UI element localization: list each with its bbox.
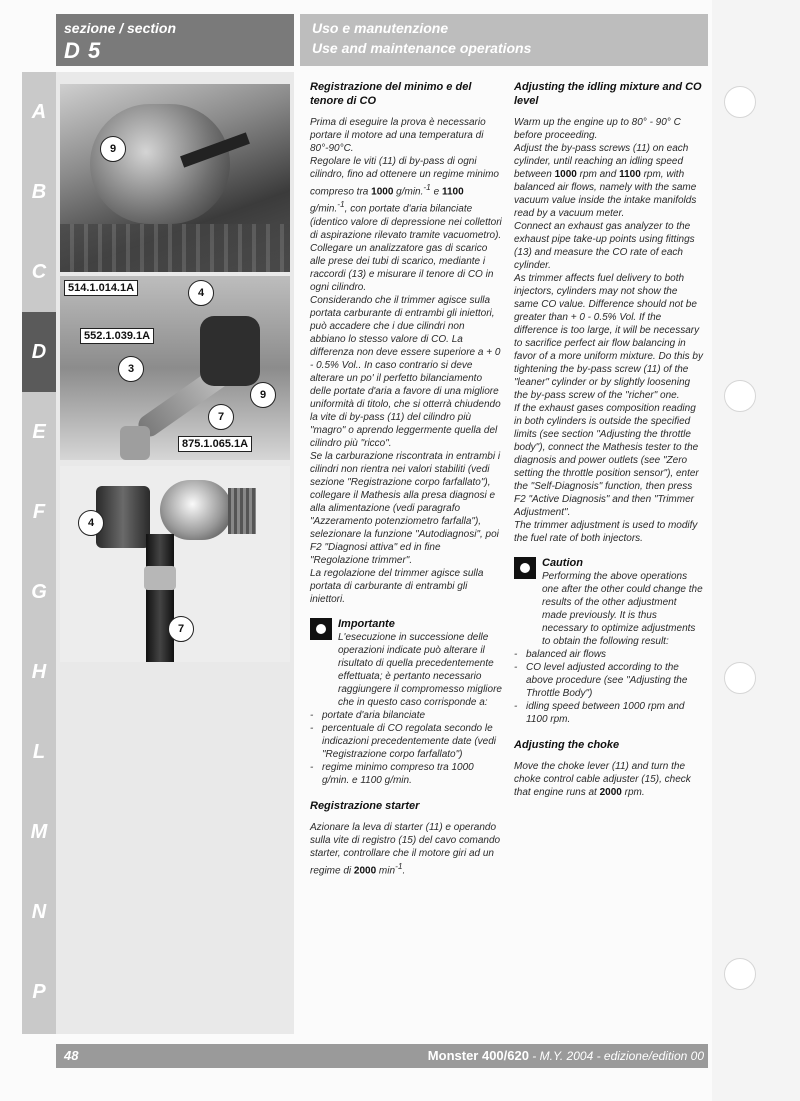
note-title: Caution xyxy=(542,557,583,569)
note-title: Importante xyxy=(338,617,395,630)
heading-starter-it: Registrazione starter xyxy=(310,799,420,812)
photo-throttle-body xyxy=(60,84,290,272)
list-item: - CO level adjusted according to the above procedure (see "Adjusting the Throttle Body") xyxy=(514,661,704,700)
list-item: - percentuale di CO regolata secondo le indicazioni precedentemente date (vedi "Registrazione corpo farfallato") xyxy=(310,722,502,761)
list-item: - regime minimo compreso tra 1000 g/min. e 1100 g/min. xyxy=(310,761,502,787)
binding-margin xyxy=(712,0,800,1101)
callout-9: 9 xyxy=(100,136,126,162)
list-item: - balanced air flows xyxy=(514,648,704,661)
tab-n[interactable]: N xyxy=(31,900,47,923)
note-text: Performing the above operations one after the other could change the results of the other adjustment made previously. It is thus necessary to optimize adjustments to obtain the following result: xyxy=(542,571,703,647)
paragraph: If the exhaust gases composition reading in both cylinders is outside the specified limits (see section "Adjusting the throttle body"), connect the Mathesis tester to the diagnosis and power outlets (see "Zero setting the throttle position sensor"), enter the "Self-Diagnosis" function, then press F2 "Active Diagnosis" and then "Trimmer Adjustment". xyxy=(514,403,699,518)
paragraph: Move the choke lever (11) and turn the choke control cable adjuster (15), check that engine runs at 2000 rpm. xyxy=(514,761,691,798)
tab-h[interactable]: H xyxy=(31,660,47,683)
paragraph: The trimmer adjustment is used to modify the fuel rate of both injectors. xyxy=(514,520,698,544)
warning-icon xyxy=(514,557,536,579)
binder-hole xyxy=(724,958,756,990)
tab-a[interactable]: A xyxy=(31,100,47,123)
callout-9: 9 xyxy=(250,382,276,408)
section-code: D 5 xyxy=(64,38,102,63)
paragraph: Prima di eseguire la prova è necessario portare il motore ad una temperatura di 80°-90°C. xyxy=(310,117,486,154)
photo-fitting xyxy=(60,466,290,662)
note-text: L'esecuzione in successione delle operazioni indicate può alterare il risultato di quella precedentemente effettuata; è pertanto necessario raggiungere il compromesso migliore che in questo caso corrisponde a: xyxy=(338,631,502,708)
note-list xyxy=(310,709,502,787)
page-title-en: Use and maintenance operations xyxy=(312,40,532,56)
paragraph: Considerando che il trimmer agisce sulla portata carburante di entrambi gli iniettori, può accadere che i due cilindri non abbiano lo stesso valore di CO. La differenza non deve essere superiore a + 0 - 0.5% Vol.. In caso contrario si deve alterare un po' il perfetto bilanciamento delle portate d'aria a favore di una migliore uniformità di titolo, che si otterrà chiudendo xyxy=(310,294,501,410)
tab-m[interactable]: M xyxy=(30,820,48,843)
tab-g[interactable]: G xyxy=(31,580,47,603)
part-code: 552.1.039.1A xyxy=(80,328,154,344)
paragraph: Se la carburazione riscontrata in entrambi i cilindri non rientra nei valori stabiliti (vedi sezione "Registrazione corpo farfallato"), collegare il Mathesis alla presa diagnosi e alla alimentazione (vedi paragrafo "Azzeramento potenziometro farfalla"), selezionare la funzione "Autodiagnosi", poi F2 "Diagnosi attiva" ed in fine "Regolazione trimmer". xyxy=(310,450,501,566)
footer-model: Monster 400/620 - M.Y. 2004 - edizione/edition 00 xyxy=(427,1048,704,1063)
callout-3: 3 xyxy=(118,356,144,382)
paragraph: Connect an exhaust gas analyzer to the exhaust pipe take-up points using fittings (13) and measure the CO rate of each cylinder. xyxy=(514,221,695,271)
caution-note xyxy=(514,557,704,726)
paragraph: La regolazione del trimmer agisce sulla portata di carburante di entrambi gli iniettori. xyxy=(310,567,484,605)
photo-gas-analyzer-connection xyxy=(60,276,290,460)
section-tabs xyxy=(22,72,56,1034)
paragraph: Adjust the by-pass screws (11) on each cylinder, until reaching an idling speed between 1000 rpm and 1100 rpm, with balanced air flows, namely with the same vacuum value inside the intake manifolds read by a vacuum meter. xyxy=(514,143,697,219)
binder-hole xyxy=(724,86,756,118)
text-column-english xyxy=(514,80,704,799)
callout-4: 4 xyxy=(78,510,104,536)
tab-e[interactable]: E xyxy=(32,420,46,443)
important-note xyxy=(310,618,502,787)
paragraph: la vite di by-pass (11) del cilindro più "magro" o aprendo leggermente quella del cilindro più "ricco". xyxy=(310,411,498,449)
heading-idle-adjustment-it: Registrazione del minimo e del tenore di CO xyxy=(310,81,472,107)
paragraph: Warm up the engine up to 80° - 90° C before proceeding. xyxy=(514,117,681,141)
list-item: - idling speed between 1000 rpm and 1100 rpm. xyxy=(514,700,704,726)
callout-4: 4 xyxy=(188,280,214,306)
heading-idle-adjustment-en: Adjusting the idling mixture and CO level xyxy=(514,81,702,107)
binder-hole xyxy=(724,662,756,694)
tab-c[interactable]: C xyxy=(31,260,47,283)
tab-b[interactable]: B xyxy=(31,180,47,203)
tab-p[interactable]: P xyxy=(32,980,46,1003)
tab-f[interactable]: F xyxy=(32,500,46,523)
tab-l[interactable]: L xyxy=(32,740,46,763)
part-code: 514.1.014.1A xyxy=(64,280,138,296)
note-list xyxy=(514,648,704,726)
page-number: 48 xyxy=(64,1048,79,1063)
heading-choke-en: Adjusting the choke xyxy=(514,739,620,751)
part-code: 875.1.065.1A xyxy=(178,436,252,452)
callout-7: 7 xyxy=(168,616,194,642)
page-title-it: Uso e manutenzione xyxy=(312,20,449,36)
list-item: - portate d'aria bilanciate xyxy=(310,709,502,722)
tab-d[interactable]: D xyxy=(22,312,56,392)
figure-column xyxy=(56,72,294,1034)
binder-hole xyxy=(724,380,756,412)
warning-icon xyxy=(310,618,332,640)
paragraph: Collegare un analizzatore gas di scarico alle prese dei tubi di scarico, mediante i raccordi (13) e misurare il tenore di CO in ogni cilindro. xyxy=(310,242,494,293)
text-column-italian xyxy=(310,80,502,877)
paragraph: Azionare la leva di starter (11) e operando sulla vite di registro (15) del cavo comando starter, controllare che il motore giri ad un regime di 2000 $\min^{-1}$. xyxy=(310,821,501,876)
paragraph: As trimmer affects fuel delivery to both injectors, cylinders may not show the same CO value. Difference should not be greater than + 0 - 0.5% Vol. If the difference is too large, it will be necessary to sacrifice perfect air flow balancing in favor of a more uniform mixture. Do this by tightening the by-pass screw (11) of the "leaner" cylinder or by slightly loosening the by-pass screw of the "richer" one. xyxy=(514,273,703,401)
paragraph: Regolare le viti (11) di by-pass di ogni cilindro, fino ad ottenere un regime minimo compreso tra 1000 g/min.$^{-1}$ e 1100 g/min.$^{-1}$, con portate d'aria bilanciate (identico valore di depressione nei collettori di aspirazione rilevato tramite vacuometro). xyxy=(310,156,502,241)
section-label: sezione / section xyxy=(64,20,177,36)
callout-7: 7 xyxy=(208,404,234,430)
